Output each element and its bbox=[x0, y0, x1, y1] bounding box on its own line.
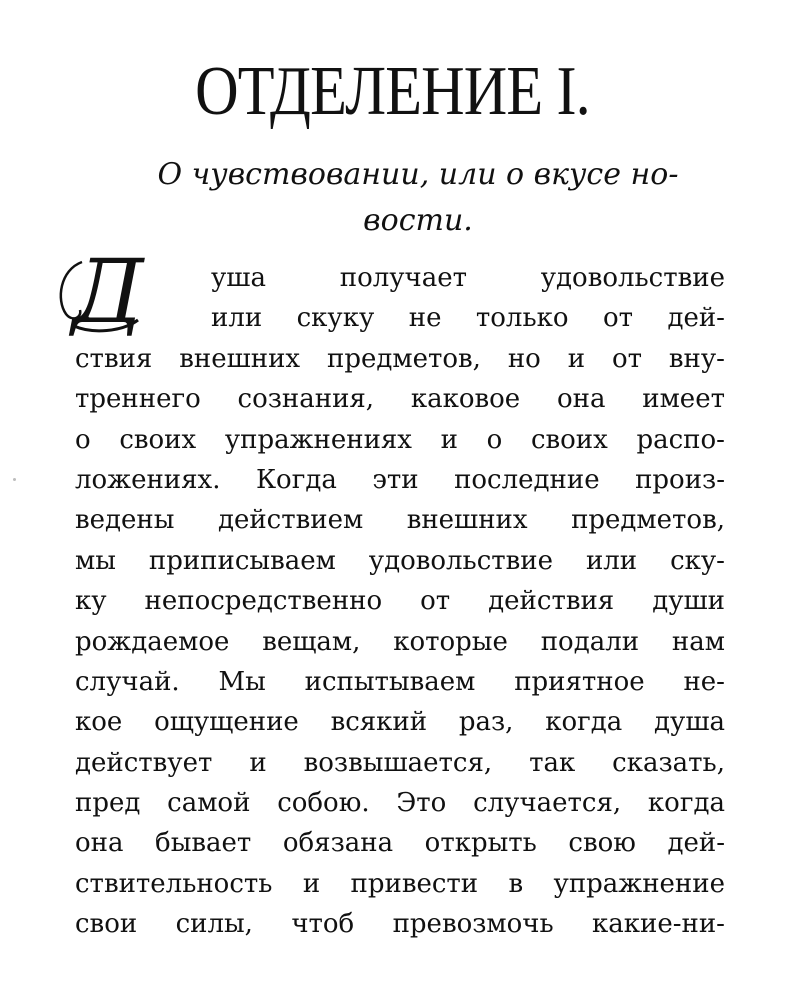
word: о bbox=[486, 424, 503, 455]
word: свои bbox=[75, 909, 138, 940]
word: когда bbox=[545, 707, 623, 738]
word: мы bbox=[75, 545, 116, 576]
word: предметов, bbox=[327, 343, 481, 374]
word: души bbox=[652, 586, 725, 617]
word: имеет bbox=[642, 384, 725, 415]
word: она bbox=[75, 828, 124, 859]
word: обязана bbox=[282, 828, 394, 859]
word: дей- bbox=[667, 828, 725, 859]
word: от bbox=[420, 586, 451, 617]
word: удовольствие bbox=[540, 263, 725, 293]
word: действием bbox=[217, 505, 364, 536]
word: упражнениях bbox=[224, 424, 412, 455]
word: случай. bbox=[75, 666, 180, 697]
text-line bbox=[211, 298, 725, 338]
word: или bbox=[211, 303, 263, 334]
word: но bbox=[507, 343, 541, 374]
text-line bbox=[75, 622, 725, 662]
word: случается, bbox=[473, 788, 622, 819]
word: какие-ни- bbox=[592, 909, 725, 940]
word: каковое bbox=[410, 384, 521, 415]
text-line bbox=[75, 662, 725, 702]
word: не bbox=[408, 303, 442, 334]
text-line bbox=[75, 904, 725, 944]
word: и bbox=[567, 343, 586, 374]
word: скуку bbox=[296, 303, 375, 334]
text-line bbox=[75, 743, 725, 783]
word: приятное bbox=[514, 666, 645, 697]
word: своих bbox=[530, 424, 608, 455]
word: эти bbox=[372, 464, 419, 495]
word: своих bbox=[119, 424, 197, 455]
chapter-subtitle bbox=[118, 152, 718, 244]
word: свою bbox=[568, 828, 636, 859]
text-line bbox=[75, 581, 725, 621]
word: ощущение bbox=[154, 707, 299, 738]
word: Это bbox=[396, 788, 447, 819]
word: так bbox=[529, 747, 576, 778]
word: которые bbox=[393, 626, 508, 657]
word: она bbox=[556, 384, 606, 415]
word: душа bbox=[654, 707, 725, 738]
word: треннего bbox=[75, 384, 201, 415]
word: получает bbox=[339, 263, 467, 293]
word: последние bbox=[454, 464, 600, 495]
dropcap-letter: Д bbox=[72, 240, 144, 343]
scan-speck bbox=[13, 478, 16, 481]
word: открыть bbox=[424, 828, 537, 859]
word: внешних bbox=[406, 505, 528, 536]
word: в bbox=[508, 868, 524, 899]
word: всякий bbox=[330, 707, 428, 738]
text-line bbox=[75, 783, 725, 823]
word: вну- bbox=[668, 343, 725, 374]
word: сознания, bbox=[237, 384, 375, 415]
word: бывает bbox=[155, 828, 252, 859]
text-line bbox=[75, 500, 725, 540]
word: когда bbox=[647, 788, 725, 819]
word: ложениях. bbox=[75, 464, 221, 495]
word: от bbox=[611, 343, 643, 374]
word: сказать, bbox=[612, 747, 725, 778]
word: уша bbox=[211, 263, 266, 293]
word: произ- bbox=[635, 464, 725, 495]
word: Когда bbox=[255, 464, 337, 495]
word: ствительность bbox=[75, 868, 273, 899]
word: распо- bbox=[636, 424, 725, 455]
section-title: ОТДЕЛЕНИЕ I. bbox=[195, 53, 590, 130]
text-line bbox=[75, 379, 725, 419]
word: вещам, bbox=[262, 626, 361, 657]
word: испытываем bbox=[304, 666, 476, 697]
text-line bbox=[211, 258, 725, 298]
text-line bbox=[75, 702, 725, 742]
word: предметов, bbox=[571, 505, 725, 536]
text-line bbox=[75, 339, 725, 379]
word: пред bbox=[75, 788, 141, 819]
word: чтоб bbox=[291, 909, 355, 940]
word: подали bbox=[540, 626, 640, 657]
word: приписываем bbox=[148, 545, 336, 576]
word: ведены bbox=[75, 505, 175, 536]
word: ску- bbox=[670, 545, 725, 576]
text-line bbox=[75, 420, 725, 460]
word: рождаемое bbox=[75, 626, 230, 657]
word: ку bbox=[75, 586, 107, 617]
word: превозмочь bbox=[392, 909, 554, 940]
word: действия bbox=[488, 586, 615, 617]
word: силы, bbox=[175, 909, 253, 940]
word: внешних bbox=[179, 343, 301, 374]
word: и bbox=[249, 747, 267, 778]
subtitle-line: вости. bbox=[363, 203, 473, 238]
word: дей- bbox=[667, 303, 725, 334]
word: Мы bbox=[218, 666, 266, 697]
word: самой bbox=[167, 788, 251, 819]
subtitle-line: О чувствовании, или о вкусе но- bbox=[157, 157, 679, 192]
word: не- bbox=[683, 666, 725, 697]
word: нам bbox=[671, 626, 725, 657]
body-paragraph bbox=[75, 258, 725, 945]
word: удовольствие bbox=[368, 545, 553, 576]
text-line bbox=[75, 823, 725, 863]
word: и bbox=[302, 868, 321, 899]
text-line bbox=[75, 460, 725, 500]
word: возвышается, bbox=[303, 747, 493, 778]
word: кое bbox=[75, 707, 123, 738]
word: ствия bbox=[75, 343, 153, 374]
text-line bbox=[75, 864, 725, 904]
word: от bbox=[602, 303, 633, 334]
word: действует bbox=[75, 747, 213, 778]
word: только bbox=[475, 303, 569, 334]
word: упражнение bbox=[553, 868, 725, 899]
word: непосредственно bbox=[144, 586, 383, 617]
word: о bbox=[75, 424, 91, 455]
word: раз, bbox=[458, 707, 514, 738]
word: привести bbox=[350, 868, 479, 899]
text-line bbox=[75, 541, 725, 581]
word: или bbox=[585, 545, 638, 576]
word: собою. bbox=[277, 788, 370, 819]
word: и bbox=[440, 424, 458, 455]
